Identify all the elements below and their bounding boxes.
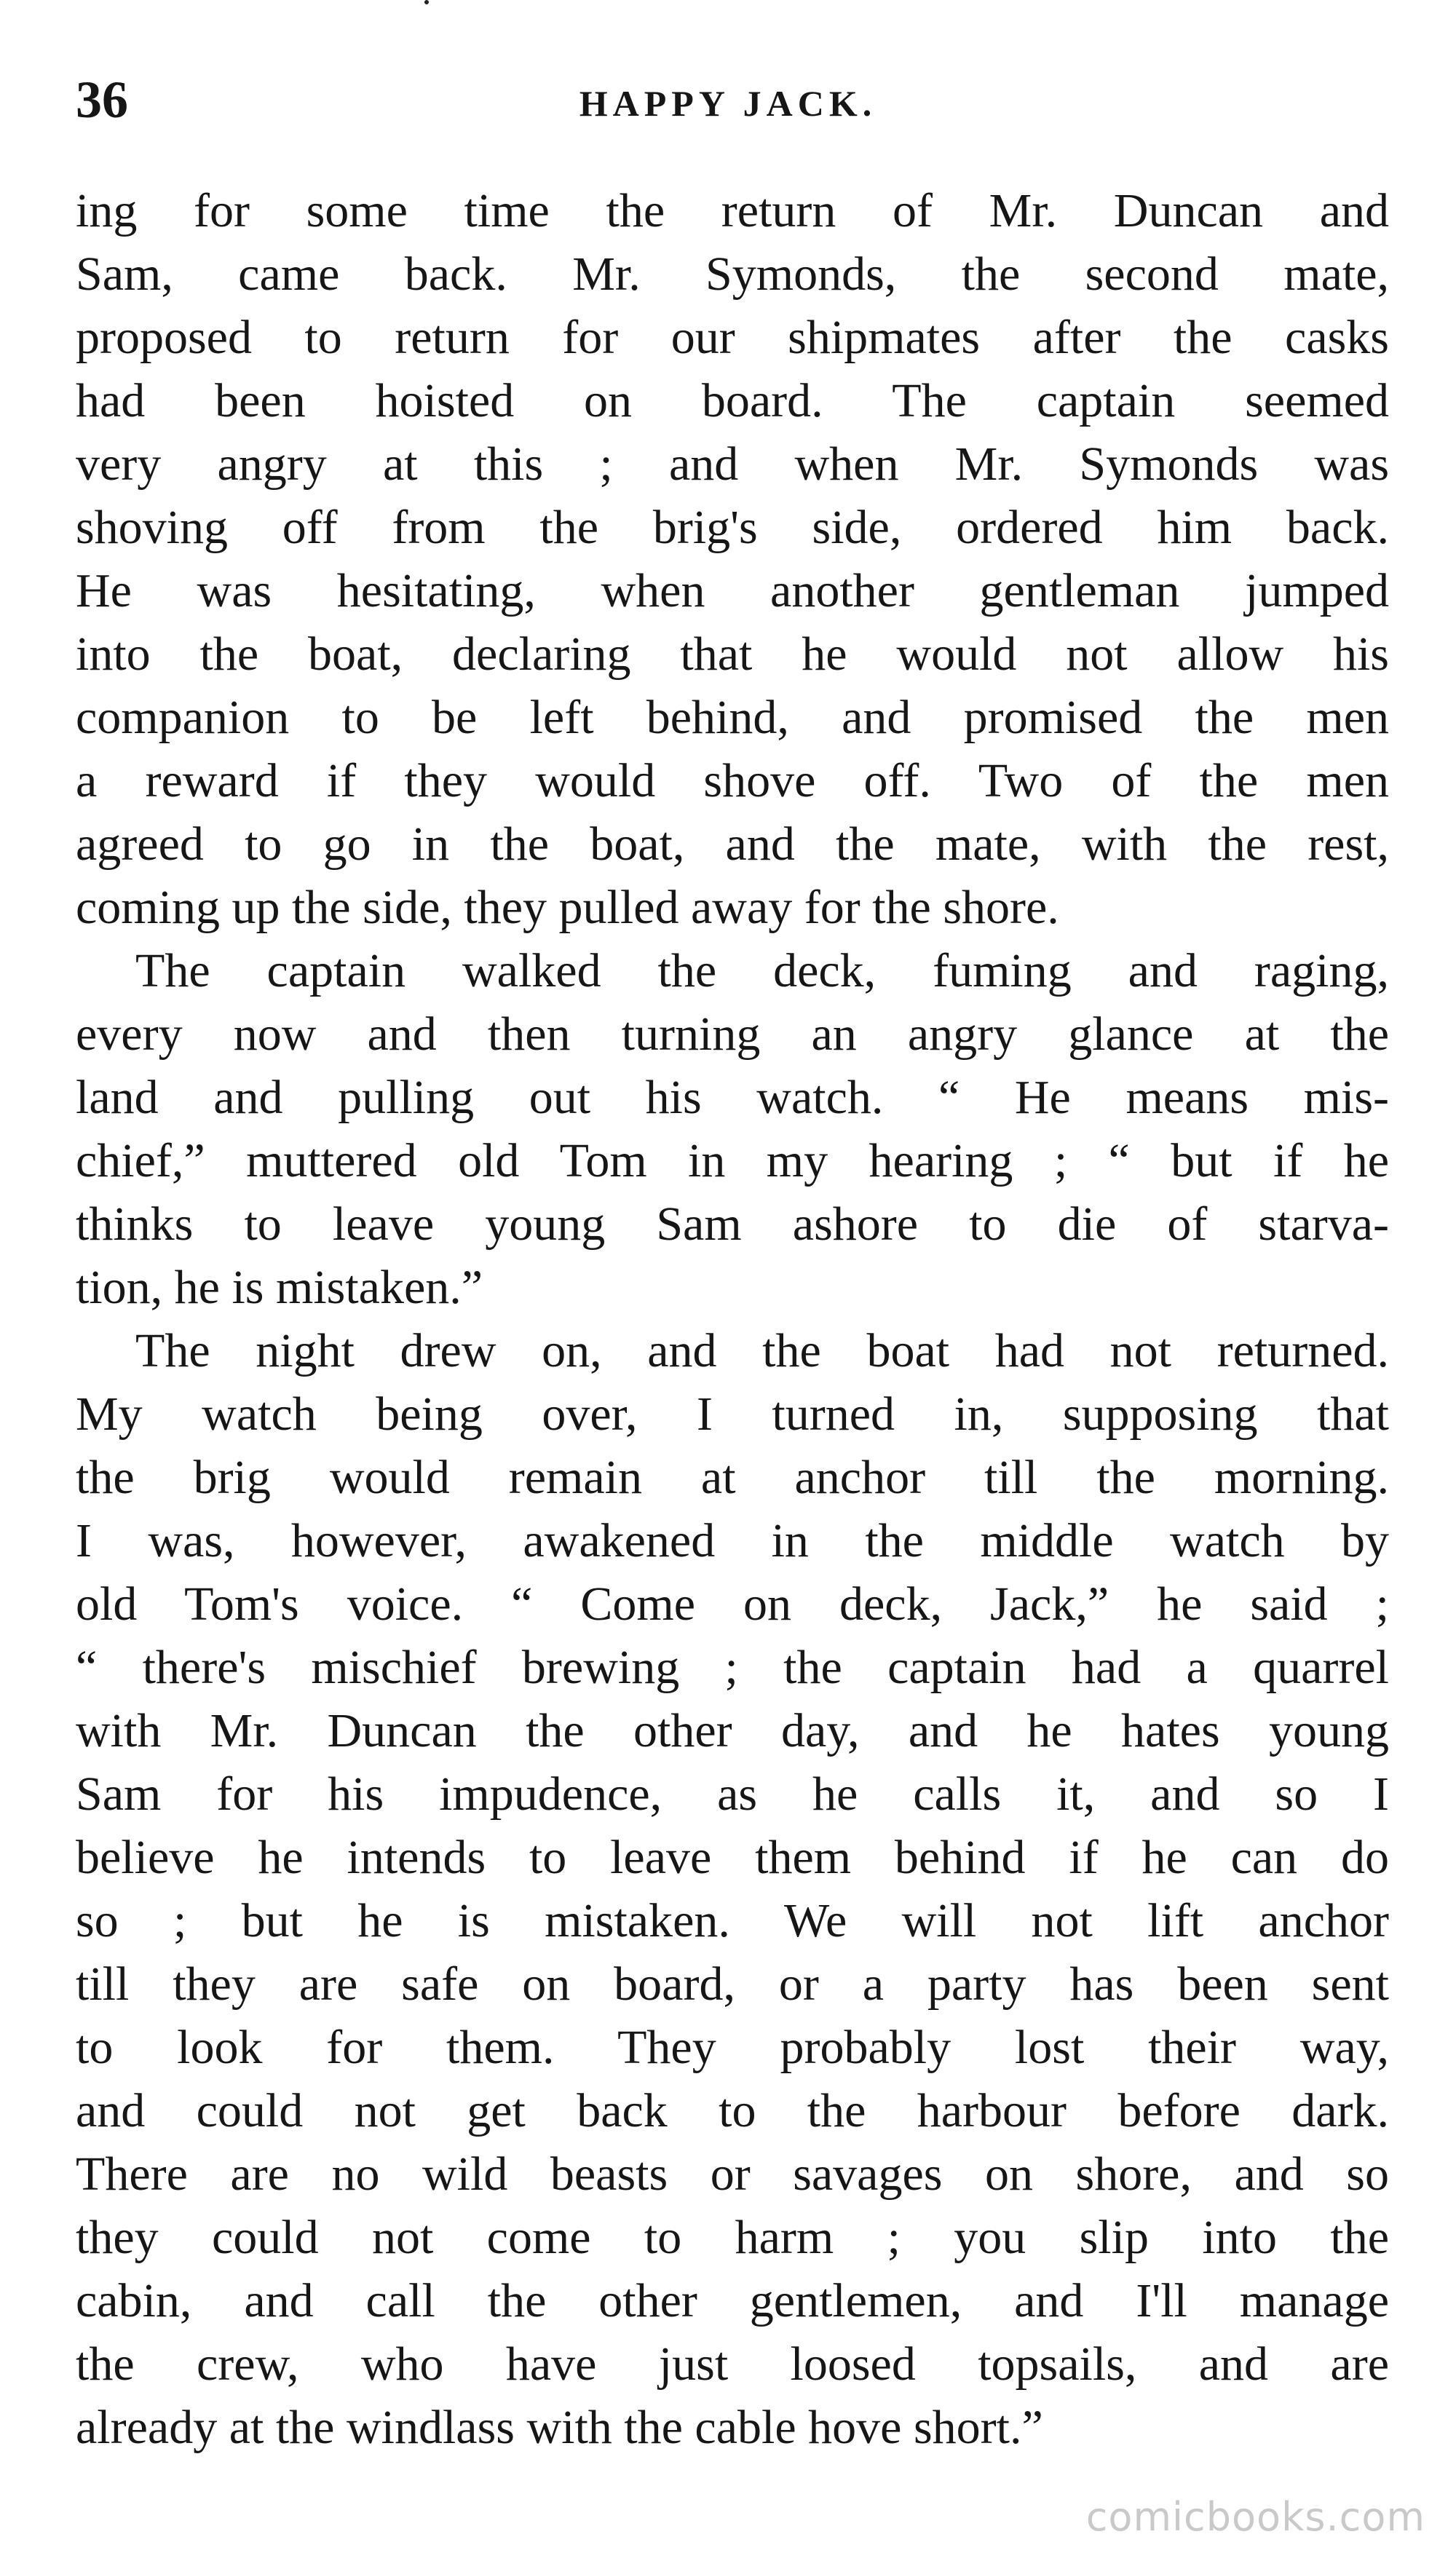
text-line: shoving off from the brig's side, ordered him back. xyxy=(76,501,1389,554)
page-number: 36 xyxy=(76,71,128,129)
text-line: He was hesitating, when another gentleman jumped xyxy=(76,564,1389,617)
text-line: The night drew on, and the boat had not returned. xyxy=(135,1324,1389,1377)
running-head xyxy=(76,67,1380,132)
text-line: Sam for his impudence, as he calls it, and so I xyxy=(76,1768,1389,1821)
text-line: already at the windlass with the cable hove short.” xyxy=(76,2401,1043,2454)
text-line: cabin, and call the other gentlemen, and I'll manage xyxy=(76,2274,1389,2327)
text-line: “ there's mischief brewing ; the captain had a quarrel xyxy=(76,1641,1389,1694)
text-line: to look for them. They probably lost their way, xyxy=(76,2021,1389,2074)
text-line: they could not come to harm ; you slip into the xyxy=(76,2211,1389,2264)
text-line: proposed to return for our shipmates after the casks xyxy=(76,311,1389,364)
paragraph xyxy=(76,1319,1389,2459)
text-line: the brig would remain at anchor till the morning. xyxy=(76,1451,1389,1504)
text-line: with Mr. Duncan the other day, and he hates young xyxy=(76,1704,1389,1757)
text-line: a reward if they would shove off. Two of the men xyxy=(76,754,1389,807)
text-line: so ; but he is mistaken. We will not lift anchor xyxy=(76,1894,1389,1947)
text-line: the crew, who have just loosed topsails, and are xyxy=(76,2338,1389,2391)
text-line: companion to be left behind, and promised the men xyxy=(76,691,1389,744)
text-line: The captain walked the deck, fuming and raging, xyxy=(135,944,1389,997)
text-line: agreed to go in the boat, and the mate, with the rest, xyxy=(76,818,1389,871)
text-line: There are no wild beasts or savages on shore, and so xyxy=(76,2148,1389,2201)
text-line: Sam, came back. Mr. Symonds, the second mate, xyxy=(76,248,1389,301)
text-line: into the boat, declaring that he would not allow his xyxy=(76,628,1389,681)
text-line: chief,” muttered old Tom in my hearing ; “ but if he xyxy=(76,1134,1389,1187)
text-line: I was, however, awakened in the middle watch by xyxy=(76,1514,1389,1567)
text-line: had been hoisted on board. The captain seemed xyxy=(76,374,1389,427)
text-line: till they are safe on board, or a party has been sent xyxy=(76,1958,1389,2011)
text-line: My watch being over, I turned in, supposing that xyxy=(76,1388,1389,1441)
text-line: land and pulling out his watch. “ He means mis- xyxy=(76,1071,1389,1124)
text-line: coming up the side, they pulled away for the shore. xyxy=(76,881,1059,934)
text-body xyxy=(76,179,1389,2459)
text-line: old Tom's voice. “ Come on deck, Jack,” he said ; xyxy=(76,1578,1389,1631)
text-line: thinks to leave young Sam ashore to die of starva- xyxy=(76,1198,1389,1251)
text-line: very angry at this ; and when Mr. Symonds was xyxy=(76,438,1389,491)
running-title: HAPPY JACK. xyxy=(579,83,877,124)
text-line: ing for some time the return of Mr. Duncan and xyxy=(76,184,1389,237)
text-line: believe he intends to leave them behind if he can do xyxy=(76,1831,1389,1884)
text-line: every now and then turning an angry glance at the xyxy=(76,1008,1389,1061)
text-line: and could not get back to the harbour before dark. xyxy=(76,2084,1389,2137)
ink-speck xyxy=(424,0,429,4)
text-line: tion, he is mistaken.” xyxy=(76,1261,483,1314)
paragraph xyxy=(76,939,1389,1319)
paragraph xyxy=(76,179,1389,939)
watermark: comicbooks.com xyxy=(1085,2494,1425,2540)
